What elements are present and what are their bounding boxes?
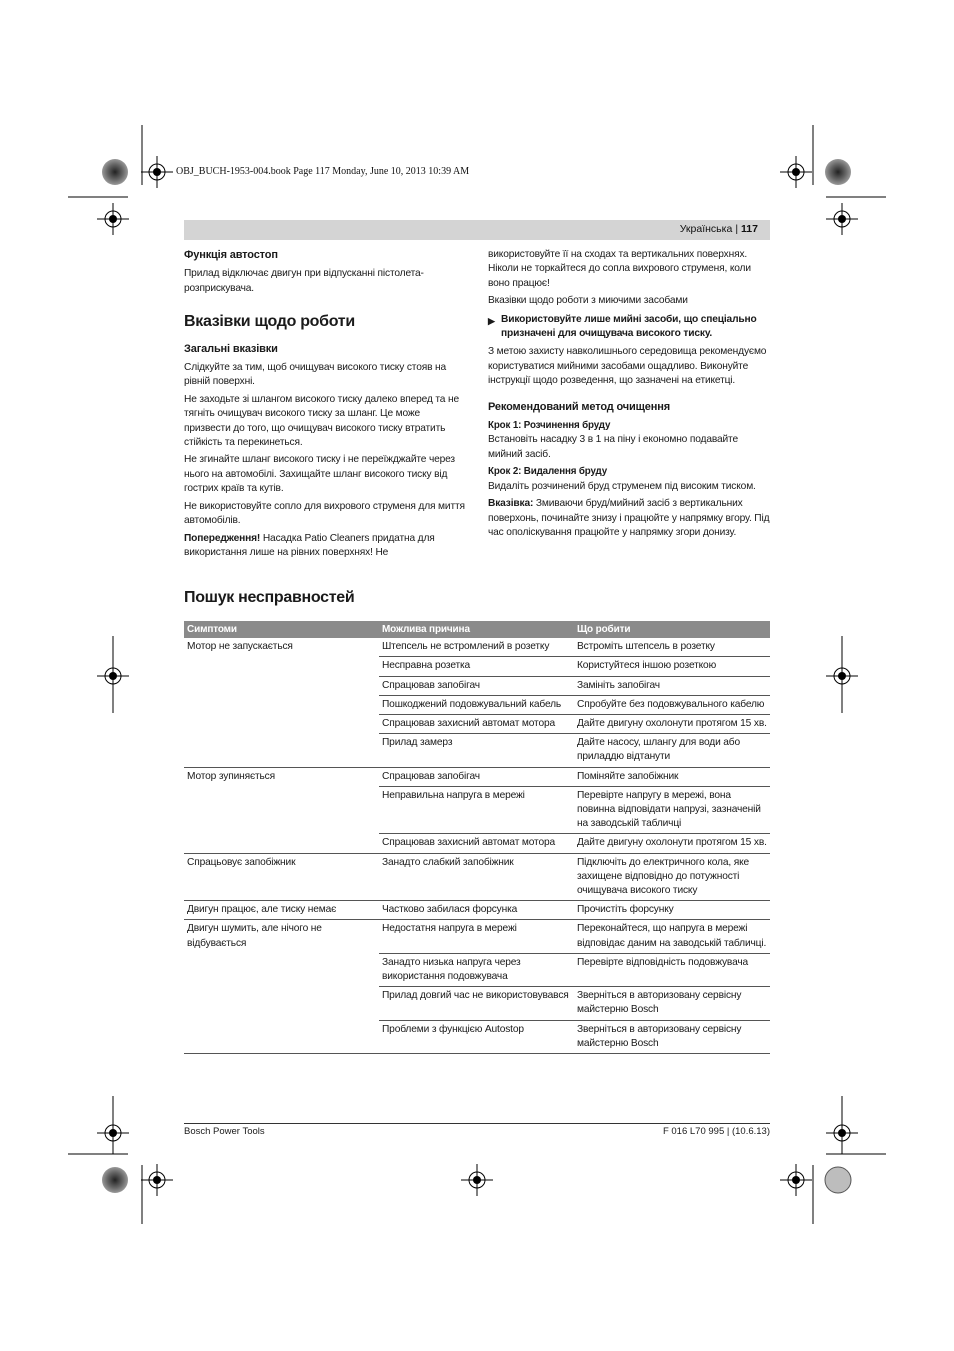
column-header-action: Що робити xyxy=(574,621,770,638)
symptom-cell: Спрацьовує запобіжник xyxy=(184,853,379,901)
work-title: Вказівки щодо роботи xyxy=(184,313,355,331)
action-cell: Поміняйте запобіжник xyxy=(574,767,770,786)
cause-cell: Пошкоджений подовжувальний кабель xyxy=(379,695,574,714)
cause-cell: Спрацював запобігач xyxy=(379,676,574,695)
symptom-cell: Мотор не запускається xyxy=(187,641,293,653)
step1-title: Крок 1: Розчинення бруду xyxy=(488,420,611,432)
cause-cell: Недостатня напруга в мережі xyxy=(379,920,574,953)
action-cell: Дайте двигуну охолонути протягом 15 хв. xyxy=(574,715,770,734)
action-cell: Перевірте відповідність подовжувача xyxy=(574,953,770,986)
cause-cell: Занадто слабкий запобіжник xyxy=(379,853,574,901)
bullet-arrow-icon: ▶ xyxy=(488,315,495,326)
symptom-cell: Мотор зупиняється xyxy=(184,767,379,853)
warning-label: Попередження! xyxy=(184,532,261,544)
action-cell: Замініть запобігач xyxy=(574,676,770,695)
paragraph-4: Не використовуйте сопло для вихрового струменя для миття автомобілів. xyxy=(184,500,465,527)
page-number: 117 xyxy=(741,223,758,235)
column-header-symptoms: Симптоми xyxy=(184,621,379,638)
cause-cell: Спрацював захисний автомат мотора xyxy=(379,834,574,853)
troubleshooting-title: Пошук несправностей xyxy=(184,589,355,606)
action-cell: Зверніться в авторизовану сервісну майстерню Bosch xyxy=(574,1020,770,1053)
action-cell: Спробуйте без подовжувального кабелю xyxy=(574,695,770,714)
cause-cell: Штепсель не встромлений в розетку xyxy=(382,641,550,653)
cause-cell: Занадто низька напруга через використання подовжувача xyxy=(379,953,574,986)
header-language: Українська xyxy=(679,223,733,235)
bullet-text: Використовуйте лише мийні засоби, що спеціально призначені для очищувача високого тиску. xyxy=(501,313,757,340)
action-cell: Переконайтеся, що напруга в мережі відповідає даним на заводській табличці. xyxy=(574,920,770,953)
action-cell: Встроміть штепсель в розетку xyxy=(577,641,715,653)
step2-title: Крок 2: Видалення бруду xyxy=(488,466,608,478)
tip-text: Змиваючи бруд/мийний засіб з вертикальних поверхонь, починайте знизу і працюйте у напрямку вгору. Під час ополіскування працюйте у напрямку згори донизу. xyxy=(488,498,770,538)
environment-text: З метою захисту навколишнього середовища рекомендуємо користуватися мийними засобами ощадливо. Виконуйте інструкції щодо розведення, що зазначені на етикетці. xyxy=(488,346,767,387)
continuation-text: використовуйте її на сходах та вертикальних поверхнях. Ніколи не торкайтеся до сопла вихрового струменя, коли воно працює! xyxy=(488,249,751,289)
paragraph-2: Не заходьте зі шлангом високого тиску далеко вперед та не тягніть очищувач високого тиску за шланг. Це може призвести до того, що очищувач високого тиску втратить стійкість та перекинеться. xyxy=(184,393,459,449)
action-cell: Підключіть до електричного кола, яке захищене відповідно до потужності очищувача високого тиску xyxy=(574,853,770,901)
footer-left: Bosch Power Tools xyxy=(184,1126,265,1137)
detergent-intro: Вказівки щодо роботи з миючими засобами xyxy=(488,295,688,307)
cause-cell: Неправильна напруга в мережі xyxy=(379,786,574,834)
general-title: Загальні вказівки xyxy=(184,342,278,355)
tip-label: Вказівка: xyxy=(488,498,534,510)
cause-cell: Прилад довгий час не використовувався xyxy=(379,987,574,1020)
autostop-text: Прилад відключає двигун при відпусканні пістолета-розприскувача. xyxy=(184,268,424,294)
cause-cell: Несправна розетка xyxy=(379,657,574,676)
cause-cell: Прилад замерз xyxy=(379,734,574,767)
footer-right: F 016 L70 995 | (10.6.13) xyxy=(662,1126,770,1137)
action-cell: Користуйтеся іншою розеткою xyxy=(574,657,770,676)
cause-cell: Спрацював запобігач xyxy=(379,767,574,786)
cause-cell: Частково забилася форсунка xyxy=(379,901,574,920)
step1-text: Встановіть насадку 3 в 1 на піну і економно подавайте мийний засіб. xyxy=(488,434,738,460)
warning-text: Насадка Patio Cleaners придатна для використання лише на рівних поверхнях! Не xyxy=(184,532,435,558)
step2-text: Видаліть розчинений бруд струменем під високим тиском. xyxy=(488,480,756,492)
paragraph-3: Не згинайте шланг високого тиску і не переїжджайте через нього на автомобілі. Захищайте шланг високого тиску від гострих країв та кутів. xyxy=(184,454,455,495)
action-cell: Прочистіть форсунку xyxy=(574,901,770,920)
column-header-cause: Можлива причина xyxy=(379,621,574,638)
cause-cell: Проблеми з функцією Autostop xyxy=(379,1020,574,1053)
header-separator: | xyxy=(735,223,739,235)
autostop-title: Функція автостоп xyxy=(184,249,278,261)
paragraph-1: Слідкуйте за тим, щоб очищувач високого тиску стояв на рівній поверхні. xyxy=(184,362,447,388)
action-cell: Дайте двигуну охолонути протягом 15 хв. xyxy=(574,834,770,853)
action-cell: Перевірте напругу в мережі, вона повинна відповідати напрузі, зазначеній на заводській табличці xyxy=(574,786,770,834)
symptom-cell: Двигун працює, але тиску немає xyxy=(184,901,379,920)
print-info: OBJ_BUCH-1953-004.book Page 117 Monday, June 10, 2013 10:39 AM xyxy=(176,166,470,177)
action-cell: Дайте насосу, шлангу для води або приладдю відтанути xyxy=(574,734,770,767)
cause-cell: Спрацював захисний автомат мотора xyxy=(379,715,574,734)
action-cell: Зверніться в авторизовану сервісну майстерню Bosch xyxy=(574,987,770,1020)
symptom-cell: Двигун шумить, але нічого не відбувається xyxy=(184,920,379,1054)
method-title: Рекомендований метод очищення xyxy=(488,400,670,413)
